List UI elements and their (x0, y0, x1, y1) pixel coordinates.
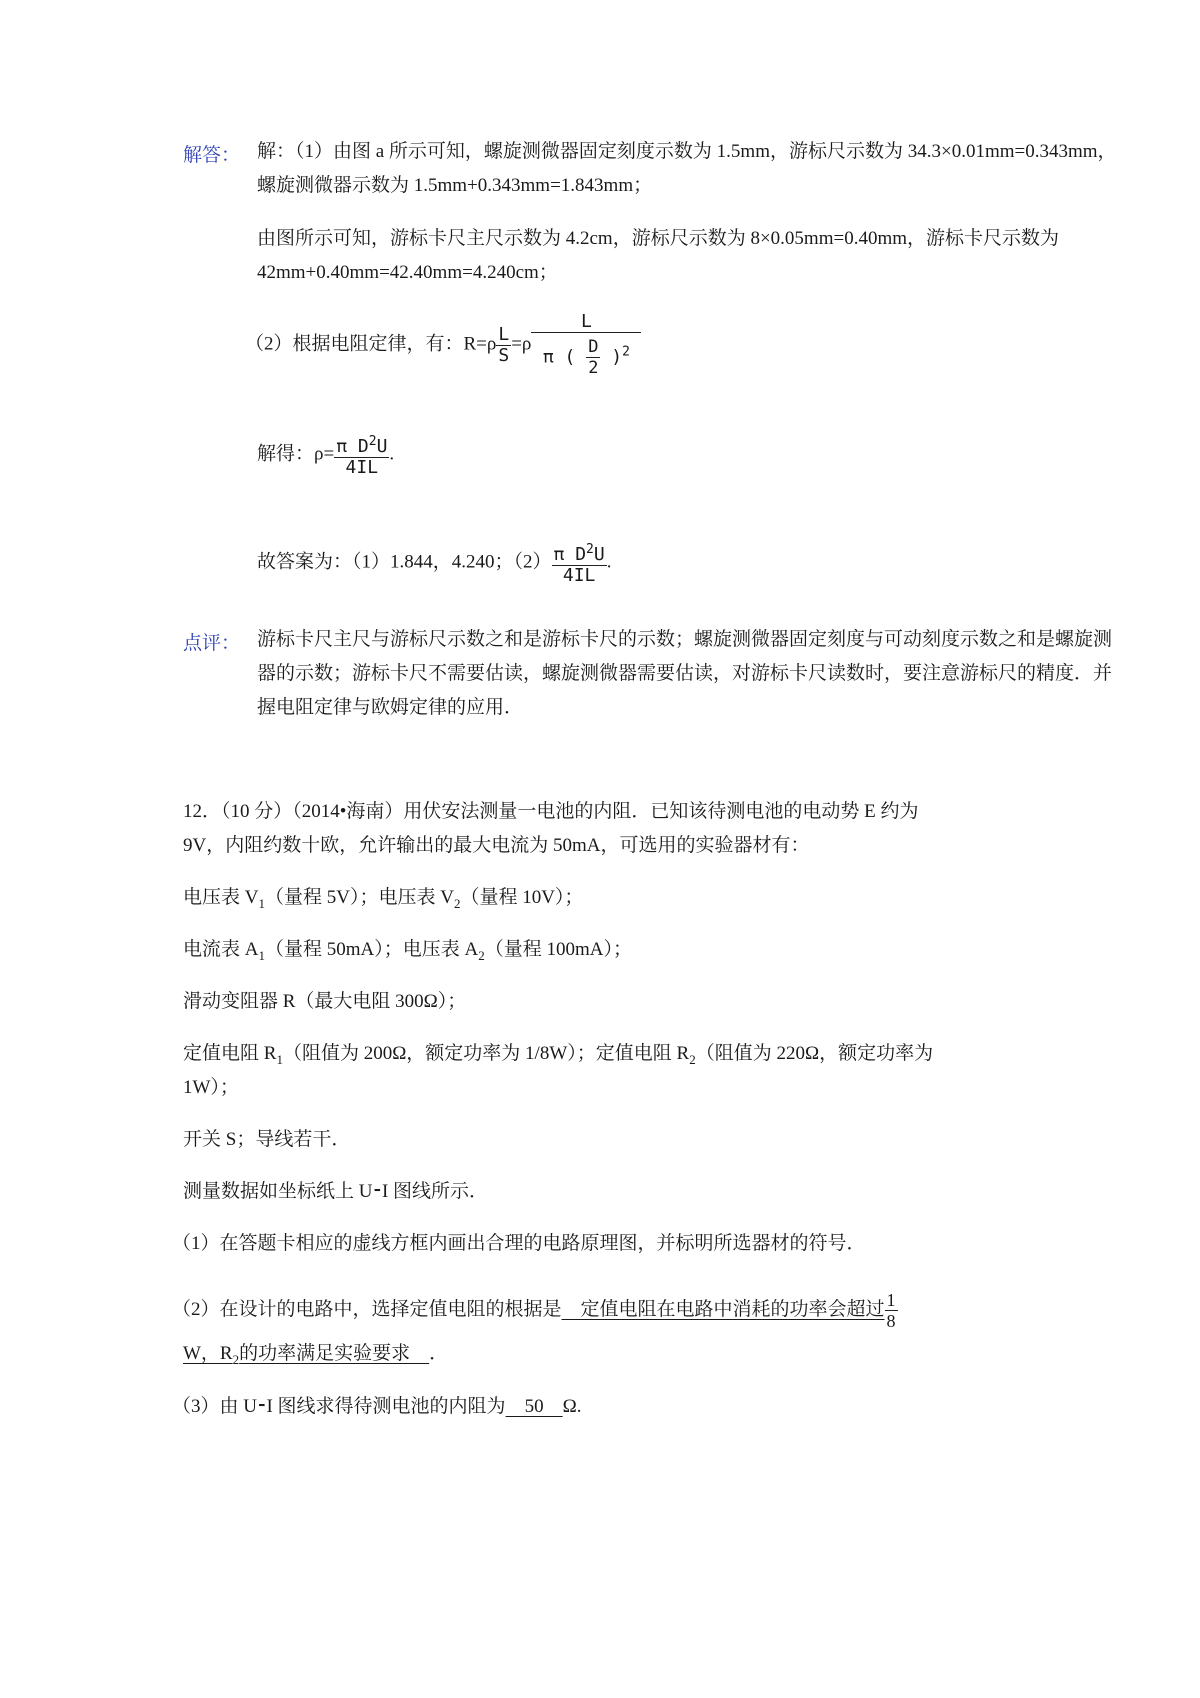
fraction-d-over-2 (586, 337, 600, 378)
fraction-denominator: S (498, 344, 510, 366)
exponent: 2 (586, 542, 594, 557)
solution-line-3: 由图所示可知，游标卡尺主尺示数为 4.2cm，游标尺示数为 8×0.05mm=0.40mm，游标卡尺示数为 (257, 228, 1060, 249)
formula-equals-rho: =ρ (511, 333, 532, 355)
voltmeter-line (183, 886, 583, 916)
text: （3）由 U⁃I 图线求得待测电池的内阻为 (172, 1396, 506, 1417)
d-symbol: D (575, 544, 587, 565)
text: ． (429, 1343, 449, 1364)
u-symbol: U (593, 544, 605, 565)
sub-question-2 (172, 1290, 898, 1336)
subscript: 2 (453, 895, 461, 911)
exponent: 2 (622, 344, 630, 360)
fraction-denominator: 4IL (334, 457, 389, 478)
fraction-denominator: π ( $\frac{D}{2}$ )$^2$ (531, 332, 641, 378)
subscript: 2 (232, 1351, 240, 1367)
comment-line-3: 握电阻定律与欧姆定律的应用． (257, 697, 524, 718)
data-line: 测量数据如坐标纸上 U⁃I 图线所示． (183, 1181, 489, 1202)
answer-prefix: 故答案为：（1）1.844，4.240；（2） (257, 551, 552, 573)
text: 的功率满足实验要求 (239, 1343, 430, 1364)
text: （量程 5V）；电压表 V (264, 887, 454, 908)
solved-rho-formula (257, 432, 394, 492)
fraction-numerator: D (588, 337, 599, 357)
text: 定值电阻 R (183, 1043, 277, 1064)
text: （量程 10V）； (460, 887, 584, 908)
pi-symbol: π (336, 436, 348, 457)
text: （阻值为 200Ω，额定功率为 1/8W）；定值电阻 R (282, 1043, 690, 1064)
final-answer (257, 540, 611, 600)
sub-question-2-cont (183, 1342, 448, 1372)
subscript: 1 (258, 947, 265, 963)
question-line-2: 9V，内阻约数十欧，允许输出的最大电流为 50mA，可选用的实验器材有： (183, 835, 810, 856)
fixed-resistor-line-2: 1W）； (183, 1077, 239, 1098)
subscript: 2 (478, 947, 485, 963)
answer-blank: 50 (505, 1396, 563, 1417)
solution-label: 解答： (183, 145, 241, 166)
fraction-denominator: 8 (886, 1311, 896, 1331)
fraction-numerator (552, 540, 607, 565)
text: W，R (183, 1343, 233, 1364)
comment-line-1: 游标卡尺主尺与游标尺示数之和是游标卡尺的示数；螺旋测微器固定刻度与可动刻度示数之和是螺旋测 (257, 629, 1113, 650)
text: （阻值为 220Ω，额定功率为 (695, 1043, 934, 1064)
formula-prefix: （2）根据电阻定律，有：R=ρ (245, 333, 497, 355)
subscript: 2 (689, 1051, 696, 1067)
period: . (389, 443, 395, 465)
fraction-denominator: 4IL (552, 565, 607, 586)
d-symbol: D (357, 436, 369, 457)
subscript: 1 (276, 1051, 283, 1067)
fraction-numerator (334, 432, 389, 457)
solution-line-1: 解：（1）由图 a 所示可知，螺旋测微器固定刻度示数为 1.5mm，游标尺示数为 34.3×0.01mm=0.343mm， (257, 141, 1117, 162)
pi-symbol: π (553, 544, 565, 565)
resistance-law-formula (245, 312, 641, 392)
fraction-l-over-pi-d-half-squared (531, 312, 641, 378)
sub-question-1: （1）在答题卡相应的虚线方框内画出合理的电路原理图，并标明所选器材的符号． (172, 1233, 866, 1254)
text: （量程 50mA）；电压表 A (264, 939, 479, 960)
fraction-pi-d2u-over-4il (334, 432, 389, 478)
comment-label: 点评： (183, 633, 241, 654)
answer-blank: 定值电阻在电路中消耗的功率会超过 (561, 1298, 885, 1320)
exponent: 2 (368, 434, 377, 449)
question-line-1: 12．（10 分）（2014•海南）用伏安法测量一电池的内阻．已知该待测电池的电动势 E 约为 (183, 801, 919, 822)
solution-line-4: 42mm+0.40mm=42.40mm=4.240cm； (257, 262, 558, 283)
fraction-numerator: L (498, 323, 510, 345)
solved-prefix: 解得：ρ= (257, 443, 335, 465)
ammeter-line (183, 938, 632, 968)
text: 电压表 V (183, 887, 259, 908)
pi-symbol: π (542, 346, 554, 368)
fraction-numerator: L (581, 311, 592, 332)
u-symbol: U (376, 436, 388, 457)
fraction-pi-d2u-over-4il (552, 540, 607, 586)
fixed-resistor-line (183, 1042, 933, 1072)
subscript: 1 (258, 895, 265, 911)
text: （量程 100mA）； (484, 939, 632, 960)
rheostat-line: 滑动变阻器 R（最大电阻 300Ω）； (183, 991, 467, 1012)
period: . (606, 551, 612, 573)
fraction-denominator: 2 (588, 358, 599, 378)
text: Ω. (562, 1396, 582, 1417)
solution-line-2: 螺旋测微器示数为 1.5mm+0.343mm=1.843mm； (257, 175, 653, 196)
text: 电流表 A (183, 939, 259, 960)
fraction-numerator: 1 (886, 1290, 896, 1310)
comment-line-2: 器的示数；游标卡尺不需要估读，螺旋测微器需要估读，对游标卡尺读数时，要注意游标尺的精度．并 (257, 663, 1113, 684)
fraction-l-over-s (496, 325, 511, 366)
text: （2）在设计的电路中，选择定值电阻的根据是 (172, 1298, 562, 1320)
answer-blank (183, 1343, 430, 1367)
fraction-one-eighth (885, 1290, 898, 1331)
switch-line: 开关 S；导线若干． (183, 1129, 351, 1150)
sub-question-3 (172, 1395, 581, 1419)
